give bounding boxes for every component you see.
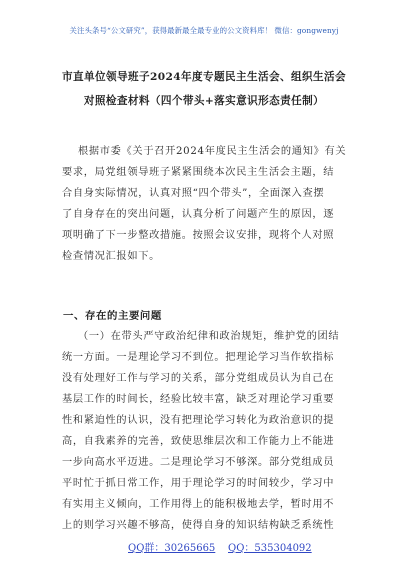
section-heading: 一、存在的主要问题: [63, 310, 162, 322]
section-line: 统一方面。一是理论学习不到位。把理论学习当作软指标: [62, 352, 335, 363]
qq-group-link[interactable]: QQ群：30265665: [128, 543, 216, 554]
section-line: 高，自我素养的完善，致使思维层次和工作能力上不能进: [62, 436, 335, 447]
footer: [0, 539, 408, 555]
document-title-line-1: 市直单位领导班子2024年度专题民主生活会、组织生活会: [62, 71, 346, 83]
document-title-line-2: 对照检查材料（四个带头+落实意识形态责任制）: [83, 95, 325, 107]
intro-line: 要求，局党组领导班子紧紧围绕本次民主生活会主题，结: [62, 167, 335, 178]
section-line: 基层工作的时间长，经验比较丰富，缺乏对理论学习重要: [62, 394, 335, 405]
section-line: 有实用主义倾向，工作用得上的能积极地去学，暂时用不: [62, 499, 335, 510]
intro-line: 合自身实际情况，认真对照“四个带头”，全面深入查摆: [62, 188, 325, 199]
section-line: 上的则学习兴趣不够高，使得自身的知识结构缺乏系统性: [62, 520, 335, 531]
top-banner: 关注头条号“公文研究”，获得最新最全最专业的公文资料库！ 微信：gongwenyj: [69, 26, 339, 35]
qq-contact-link[interactable]: QQ：535304092: [228, 543, 312, 554]
intro-line: 检查情况汇报如下。: [62, 251, 160, 262]
intro-line: 了自身存在的突出问题，认真分析了问题产生的原因，逐: [62, 209, 335, 220]
section-line: 平时忙于抓日常工作，用于理论学习的时间较少，学习中: [62, 478, 335, 489]
intro-line: 项明确了下一步整改措施。按照会议安排，现将个人对照: [62, 230, 335, 241]
section-line: 没有处理好工作与学习的关系，部分党组成员认为自己在: [62, 373, 335, 384]
section-line: （一）在带头严守政治纪律和政治规矩，维护党的团结: [78, 331, 340, 342]
intro-line: 根据市委《关于召开2024年度民主生活会的通知》有关: [78, 146, 347, 157]
section-line: 一步向高水平迈进。二是理论学习不够深。部分党组成员: [62, 457, 335, 468]
section-line: 性和紧迫性的认识，没有把理论学习转化为政治意识的提: [62, 415, 335, 426]
